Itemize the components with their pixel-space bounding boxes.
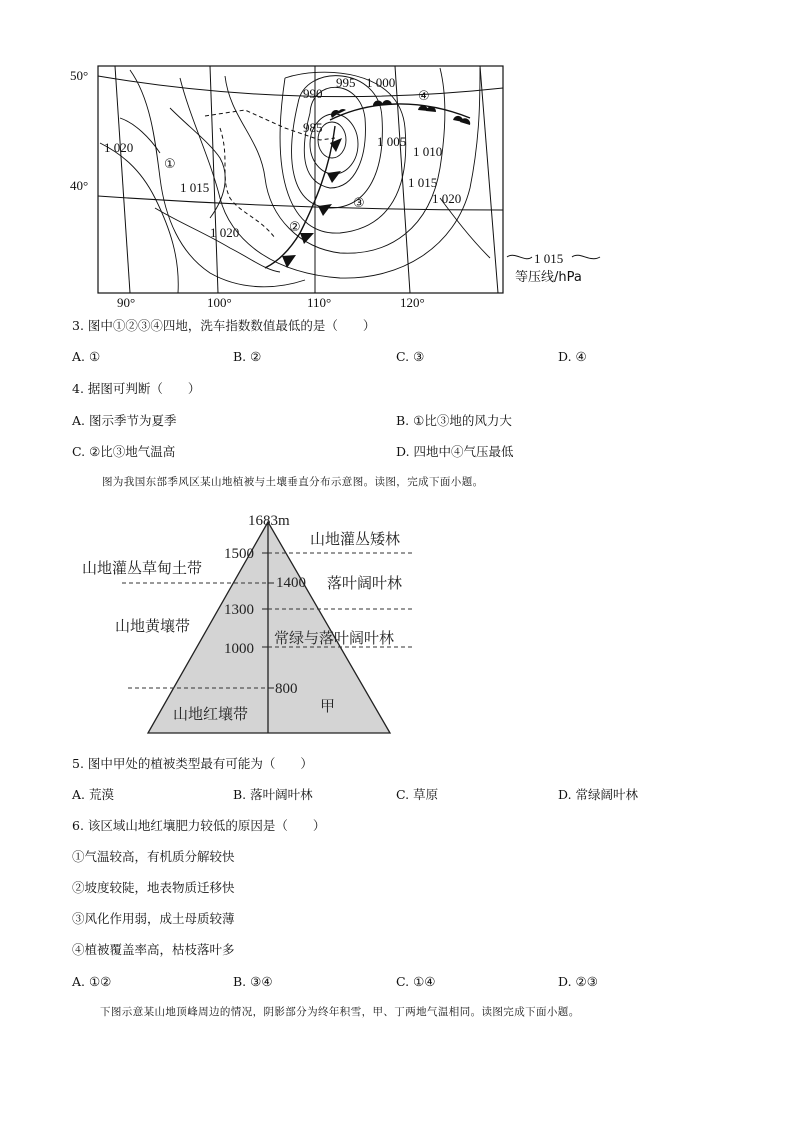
longitude-130-line <box>480 66 498 293</box>
cold-front-line <box>265 126 335 268</box>
place-3: ③ <box>353 196 365 211</box>
isobar-value: 1 015 <box>180 180 210 195</box>
lon-label-100: 100° <box>207 295 232 310</box>
legend-line-right <box>572 255 600 258</box>
q3-option-d[interactable]: D. ④ <box>558 349 587 364</box>
q6-statement-3: ③风化作用弱，成土母质较薄 <box>72 911 235 926</box>
legend-label: 等压线/hPa <box>515 270 582 285</box>
lon-label-120: 120° <box>400 295 425 310</box>
soil-belt-yellow: 山地黄壤带 <box>115 617 191 635</box>
q6-option-c[interactable]: C. ①④ <box>396 974 436 989</box>
isobar-value: 990 <box>303 86 323 101</box>
warm-front-line <box>330 104 470 120</box>
veg-jia: 甲 <box>320 697 336 715</box>
isobar-value: 1 020 <box>104 140 134 155</box>
soil-belt-meadow: 山地灌丛草甸土带 <box>82 559 203 577</box>
lon-label-110: 110° <box>307 295 332 310</box>
q4-option-b[interactable]: B. ①比③地的风力大 <box>396 413 512 428</box>
q3-option-b[interactable]: B. ② <box>233 349 262 364</box>
veg-deciduous: 落叶阔叶林 <box>327 574 403 592</box>
question-4-stem: 4. 据图可判断（ ） <box>72 381 201 396</box>
question-5-stem: 5. 图中甲处的植被类型最有可能为（ ） <box>72 756 313 771</box>
q6-option-d[interactable]: D. ②③ <box>558 974 598 989</box>
place-4: ④ <box>418 89 430 104</box>
isobar-value: 1 020 <box>210 225 240 240</box>
q6-statement-1: ①气温较高，有机质分解较快 <box>72 849 235 864</box>
section-intro-snow: 下图示意某山地顶峰周边的情况，阴影部分为终年积雪，甲、丁两地气温相同。读图完成下面小题。 <box>100 1006 580 1018</box>
q5-option-b[interactable]: B. 落叶阔叶林 <box>233 787 313 802</box>
isobar-value: 995 <box>336 75 356 90</box>
q5-option-a[interactable]: A. 荒漠 <box>72 787 114 802</box>
map-frame <box>98 66 503 293</box>
elevation-800: 800 <box>275 681 298 697</box>
isobar-value: 985 <box>303 120 323 135</box>
elevation-1300: 1300 <box>224 602 254 618</box>
isobar-value: 1 005 <box>377 134 407 149</box>
elevation-1000: 1000 <box>224 641 254 657</box>
q6-option-b[interactable]: B. ③④ <box>233 974 273 989</box>
q4-option-a[interactable]: A. 图示季节为夏季 <box>72 413 177 428</box>
veg-mixed: 常绿与落叶阔叶林 <box>274 629 395 647</box>
q6-statement-2: ②坡度较陡，地表物质迁移快 <box>72 880 235 895</box>
longitude-100-line <box>210 66 218 293</box>
isobar-value: 1 015 <box>408 175 438 190</box>
peak-elevation: 1683m <box>248 513 290 529</box>
question-3-stem: 3. 图中①②③④四地，洗车指数数值最低的是（ ） <box>72 318 376 333</box>
legend-line-left <box>507 255 532 258</box>
q4-option-d[interactable]: D. 四地中④气压最低 <box>396 444 514 459</box>
place-2: ② <box>289 220 301 235</box>
q6-statement-4: ④植被覆盖率高，枯枝落叶多 <box>72 942 235 957</box>
q6-option-a[interactable]: A. ①② <box>72 974 112 989</box>
section-intro-mountain: 图为我国东部季风区某山地植被与土壤垂直分布示意图。读图，完成下面小题。 <box>102 476 484 488</box>
isobar-value: 1 000 <box>366 75 396 90</box>
isobar-value: 1 020 <box>432 191 462 206</box>
mountain-diagram <box>70 505 430 745</box>
elevation-1500: 1500 <box>224 546 254 562</box>
q5-option-d[interactable]: D. 常绿阔叶林 <box>558 787 639 802</box>
question-6-stem: 6. 该区域山地红壤肥力较低的原因是（ ） <box>72 818 326 833</box>
elevation-1400: 1400 <box>276 575 306 591</box>
q3-option-a[interactable]: A. ① <box>72 349 101 364</box>
veg-shrub-forest: 山地灌丛矮林 <box>310 530 401 548</box>
weather-map <box>60 58 620 313</box>
longitude-90-line <box>115 66 130 293</box>
q3-option-c[interactable]: C. ③ <box>396 349 425 364</box>
q5-option-c[interactable]: C. 草原 <box>396 787 439 802</box>
place-1: ① <box>164 157 176 172</box>
lat-label-50: 50° <box>70 68 89 83</box>
lon-label-90: 90° <box>117 295 136 310</box>
lat-label-40: 40° <box>70 178 89 193</box>
legend-value: 1 015 <box>534 251 564 266</box>
isobar-value: 1 010 <box>413 144 443 159</box>
q4-option-c[interactable]: C. ②比③地气温高 <box>72 444 176 459</box>
soil-belt-red: 山地红壤带 <box>173 705 249 723</box>
